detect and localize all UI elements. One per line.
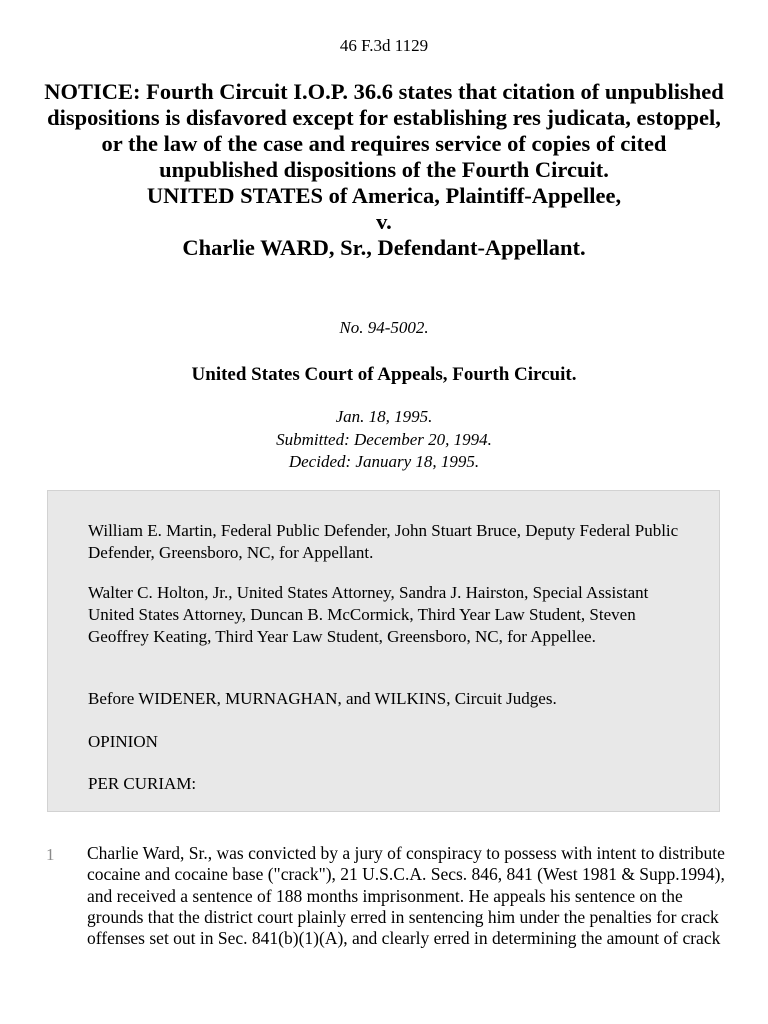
submitted-date: Submitted: December 20, 1994. bbox=[276, 429, 492, 449]
plaintiff-party: UNITED STATES of America, Plaintiff-Appellee, bbox=[146, 183, 622, 208]
appellee-counsel: Walter C. Holton, Jr., United States Attorney, Sandra J. Hairston, Special Assistant United States Attorney, Duncan B. McCormick, Third Year Law Student, Steven Geoffrey Keating, Third Year Law Student, Greensboro, NC, for Appellee. bbox=[88, 583, 649, 646]
court-name: United States Court of Appeals, Fourth Circuit. bbox=[191, 364, 577, 385]
defendant-party: Charlie WARD, Sr., Defendant-Appellant. bbox=[182, 235, 586, 260]
opinion-label: OPINION bbox=[88, 732, 158, 751]
paragraph-number: 1 bbox=[46, 845, 55, 864]
docket-number: No. 94-5002. bbox=[339, 318, 429, 337]
per-curiam-label: PER CURIAM: bbox=[88, 774, 197, 793]
case-dates bbox=[0, 406, 768, 474]
counsel-panel bbox=[47, 490, 720, 812]
case-heading bbox=[40, 79, 728, 261]
case-citation: 46 F.3d 1129 bbox=[339, 36, 429, 55]
decided-date: Decided: January 18, 1995. bbox=[288, 452, 480, 471]
versus-label: v. bbox=[376, 209, 392, 234]
decision-date: Jan. 18, 1995. bbox=[335, 407, 433, 426]
panel-judges: Before WIDENER, MURNAGHAN, and WILKINS, Circuit Judges. bbox=[88, 689, 557, 708]
appellant-counsel: William E. Martin, Federal Public Defender, John Stuart Bruce, Deputy Federal Public Defender, Greensboro, NC, for Appellant. bbox=[88, 521, 679, 562]
notice-text: NOTICE: Fourth Circuit I.O.P. 36.6 states that citation of unpublished dispositions is disfavored except for establishing res judicata, estoppel, or the law of the case and requires service of copies of cited unpublished dispositions of the Fourth Circuit. bbox=[44, 79, 724, 182]
opinion-paragraph: Charlie Ward, Sr., was convicted by a jury of conspiracy to possess with intent to distribute cocaine and cocaine base ("crack"), 21 U.S.C.A. Secs. 846, 841 (West 1981 & Supp.1994), and received a sentence of 188 months imprisonment. He appeals his sentence on the grounds that the district court plainly erred in sentencing him under the penalties for crack offenses set out in Sec. 841(b)(1)(A), and clearly erred in determining the amount of crack bbox=[87, 843, 725, 949]
